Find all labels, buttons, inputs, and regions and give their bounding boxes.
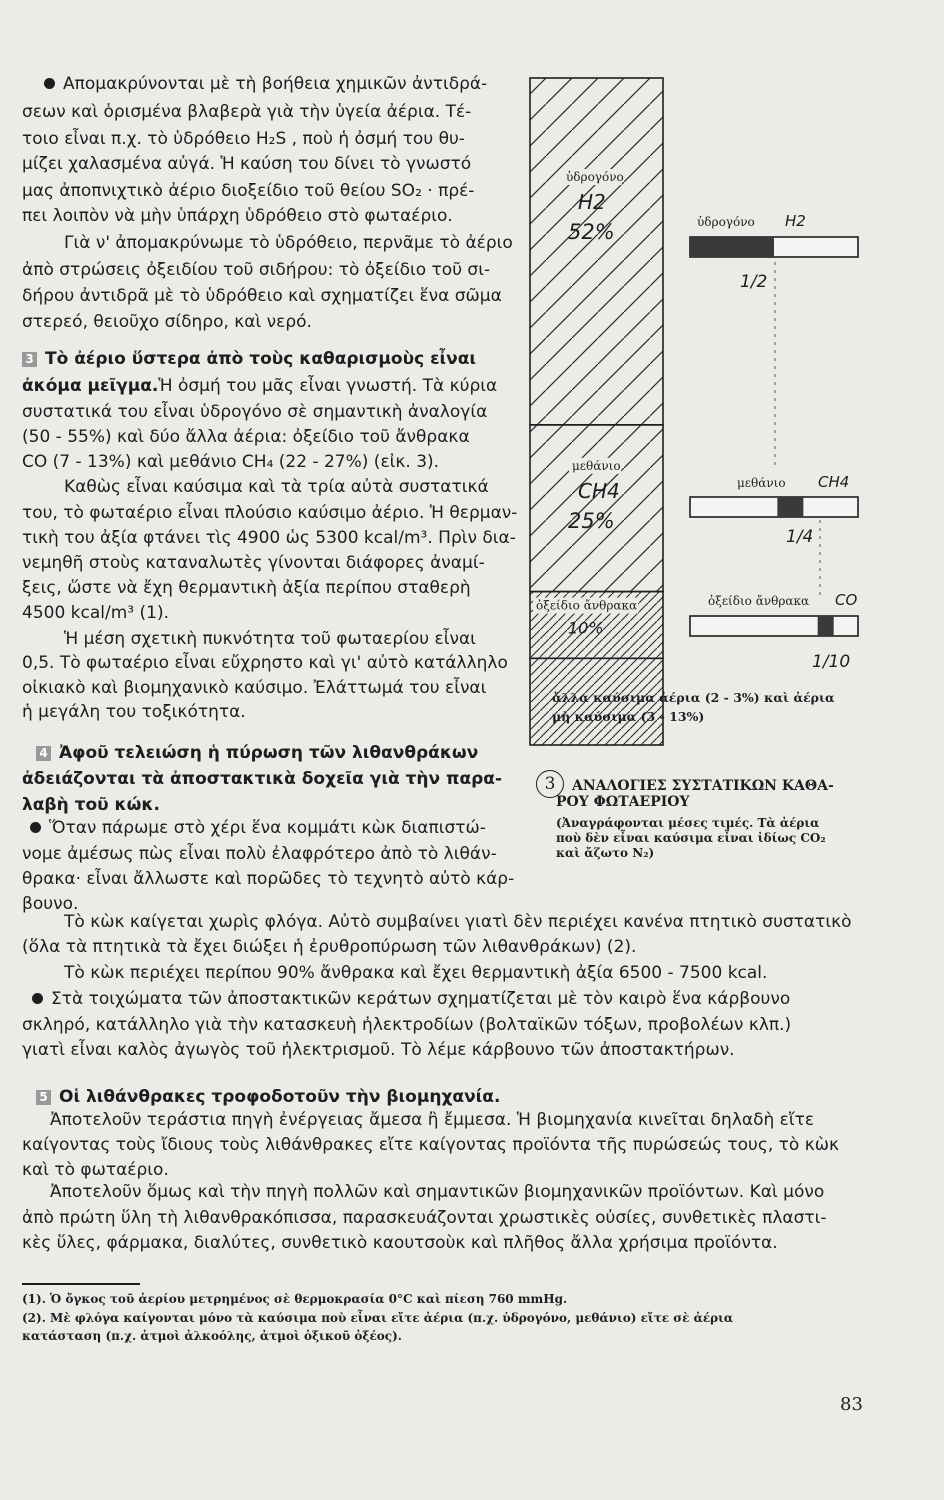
s3-line-5-text: CO (7 - 13%) καὶ μεθάνιο CH₄ (22 - 27%) (εἰκ. 3). xyxy=(22,452,440,472)
s4-heading-2-text: ἀδειάζονται τὰ ἀποστακτικὰ δοχεῖα γιὰ τὴν παρα- xyxy=(22,769,503,789)
fig-caption-note-1: (Ἀναγράφονται μέσες τιμές. Τὰ ἀέρια xyxy=(556,816,820,830)
ratio-label-2: ὀξείδιο ἄνθρακα xyxy=(708,594,810,608)
segment-percent-0: 52% xyxy=(568,220,615,244)
full-line-1-text: (ὅλα τὰ πτητικὰ τὰ ἔχει διώξει ἡ ἐρυθροπύρωση τῶν λιθανθράκων) (2). xyxy=(22,937,637,957)
s5-line-5-text: ἀπὸ πρώτη ὕλη τὴ λιθανθρακόπισσα, παρασκευάζονται χρωστικὲς οὐσίες, συνθετικὲς πλαστι- xyxy=(22,1208,827,1228)
s3-line-6-text: Καθὼς εἶναι καύσιμα καὶ τὰ τρία αὐτὰ συστατικά xyxy=(64,477,489,497)
s5-heading-text: Οἱ λιθάνθρακες τροφοδοτοῦν τὴν βιομηχανία. xyxy=(59,1087,501,1107)
ratio-formula-2: CO xyxy=(835,591,858,609)
s5-line-2-text: καίγοντας τοὺς ἴδιους τοὺς λιθάνθρακες εἴτε καίγοντας προϊόντα τῆς πυρώσεώς τους, τὸ κὼκ xyxy=(22,1135,839,1155)
ratio-formula-1: CH4 xyxy=(818,473,850,491)
footnote-rule xyxy=(22,1283,140,1285)
p1-line-5-text: πει λοιπὸν νὰ μὴν ὑπάρχη ὑδρόθειο στὸ φωταέριο. xyxy=(22,206,453,226)
footnote-3: κατάσταση (π.χ. ἀτμοὶ ἀλκοόλης, ἀτμοὶ ὀξικοῦ ὀξέος). xyxy=(22,1329,402,1343)
footnote-2: (2). Μὲ φλόγα καίγονται μόνο τὰ καύσιμα ποὺ εἶναι εἴτε ἀέρια (π.χ. ὑδρογόνο, μεθάνιο) εἴτε σὲ ἀέρια xyxy=(22,1311,734,1325)
segment-percent-2: 10% xyxy=(568,618,604,638)
full-line-2-text: Τὸ κὼκ περιέχει περίπου 90% ἄνθρακα καὶ ἔχει θερμαντικὴ ἀξία 6500 - 7500 kcal. xyxy=(64,963,768,983)
segment-formula-0: H2 xyxy=(578,190,606,214)
s3-line-7-text: του, τὸ φωταέριο εἶναι πλούσιο καύσιμο ἀέριο. Ἡ θερμαν- xyxy=(22,503,518,523)
s3-line-15-text: ἡ μεγάλη του τοξικότητα. xyxy=(22,702,246,722)
p1-line-8-text: δήρου ἀντιδρᾶ μὲ τὸ ὑδρόθειο καὶ σχηματίζει ἕνα σῶμα xyxy=(22,286,502,306)
section-5-marker: 5 xyxy=(36,1090,51,1105)
page-number: 83 xyxy=(840,1394,863,1415)
p1-line-0-text: Απομακρύνονται μὲ τὴ βοήθεια χημικῶν ἀντιδρά- xyxy=(63,74,488,94)
fig-number: 3 xyxy=(536,770,564,798)
s3-lead: Ἡ ὀσμή του μᾶς εἶναι γνωστή. Τὰ κύρια xyxy=(158,376,498,396)
s4-line-5-text: θρακα· εἶναι ἄλλωστε καὶ πορῶδες τὸ τεχνητὸ αὐτὸ κάρ- xyxy=(22,869,515,889)
ratio-fraction-1: 1/4 xyxy=(786,527,814,547)
p1-line-6-text: Γιὰ ν' ἀπομακρύνωμε τὸ ὑδρόθειο, περνᾶμε τὸ ἀέριο xyxy=(64,233,513,253)
ratio-bar-frame-1 xyxy=(690,497,858,517)
s4-heading-1-text: Ἀφοῦ τελειώση ἡ πύρωση τῶν λιθανθράκων xyxy=(59,743,479,763)
ratio-bar-fill-2 xyxy=(818,616,834,636)
s4-line-3-text: Ὅταν πάρωμε στὸ χέρι ἕνα κομμάτι κὼκ διαπιστώ- xyxy=(49,818,486,838)
p1-line-9-text: στερεό, θειοῦχο σίδηρο, καὶ νερό. xyxy=(22,312,312,332)
s3-line-14-text: οἰκιακὸ καὶ βιομηχανικὸ καύσιμο. Ἐλάττωμά του εἶναι xyxy=(22,678,487,698)
ratio-fraction-2: 1/10 xyxy=(812,652,851,672)
other-gases-label-2: μὴ καύσιμα (3 - 13%) xyxy=(552,709,705,724)
fig-caption-title-2: ΡΟΥ ΦΩΤΑΕΡΙΟΥ xyxy=(556,794,690,810)
s3-heading-2-text: ἀκόμα μεῖγμα. xyxy=(22,376,159,396)
ratio-label-1: μεθάνιο xyxy=(737,476,786,490)
s3-line-4-text: (50 - 55%) καὶ δύο ἄλλα ἀέρια: ὀξείδιο τοῦ ἄνθρακα xyxy=(22,427,470,447)
section-4-marker: 4 xyxy=(36,746,51,761)
s3-line-13-text: 0,5. Τὸ φωταέριο εἶναι εὔχρηστο καὶ γι' αὐτὸ κατάλληλο xyxy=(22,653,508,673)
s3-line-8-text: τικὴ του ἀξία φτάνει τὶς 4900 ὡς 5300 kcal/m³. Πρὶν δια- xyxy=(22,528,516,548)
fig-caption-note-2: ποὺ δὲν εἶναι καύσιμα εἶναι ἰδίως CO₂ xyxy=(556,831,826,845)
p1-line-1-text: σεων καὶ ὁρισμένα βλαβερὰ γιὰ τὴν ὑγεία ἀέρια. Τέ- xyxy=(22,102,472,122)
full-line-4-text: σκληρό, κατάλληλο γιὰ τὴν κατασκευὴ ἠλεκτροδίων (βολταϊκῶν τόξων, προβολέων κλπ.) xyxy=(22,1015,792,1035)
segment-name-2: ὀξείδιο ἄνθρακα xyxy=(536,598,638,613)
s3-line-12-text: Ἡ μέση σχετικὴ πυκνότητα τοῦ φωταερίου εἶναι xyxy=(64,629,476,649)
other-gases-label-1: ἄλλα καύσιμα ἀέρια (2 - 3%) καὶ ἀέρια xyxy=(552,690,835,705)
full-line-0-text: Τὸ κὼκ καίγεται χωρὶς φλόγα. Αὐτὸ συμβαίνει γιατὶ δὲν περιέχει κανένα πτητικὸ συστατικὸ xyxy=(64,912,852,932)
footnote-1: (1). Ὁ ὄγκος τοῦ ἀερίου μετρημένος σὲ θερμοκρασία 0°C καὶ πίεση 760 mmHg. xyxy=(22,1292,568,1306)
p1-line-3-text: μίζει χαλασμένα αὐγά. Ἡ καύση του δίνει τὸ γνωστό xyxy=(22,154,472,174)
p1-line-2-text: τοιο εἶναι π.χ. τὸ ὑδρόθειο H₂S , ποὺ ἡ ὀσμή του θυ- xyxy=(22,129,465,149)
segment-name-1: μεθάνιο xyxy=(572,458,621,473)
p1-line-4-text: μας ἀποπνιχτικὸ ἀέριο διοξείδιο τοῦ θείου SO₂ · πρέ- xyxy=(22,181,475,201)
ratio-bars xyxy=(690,212,858,672)
s4-line-4-text: νομε ἀμέσως πὼς εἶναι πολὺ ἐλαφρότερο ἀπὸ τὸ λιθάν- xyxy=(22,844,497,864)
s4-line-6-text: βουνο. xyxy=(22,894,79,914)
s3-line-9-text: νεμηθῆ στοὺς καταναλωτὲς γίνονται διάφορες ἀναμί- xyxy=(22,553,485,573)
section-3-marker: 3 xyxy=(22,352,37,367)
fig-caption-note-3: καὶ ἄζωτο N₂) xyxy=(556,846,655,860)
p1-line-7-text: ἀπὸ στρώσεις ὀξειδίου τοῦ σιδήρου: τὸ ὀξείδιο τοῦ σι- xyxy=(22,260,491,280)
segment-0 xyxy=(530,78,663,425)
segment-percent-1: 25% xyxy=(568,508,615,533)
ratio-fraction-0: 1/2 xyxy=(740,272,768,292)
segment-name-0: ὑδρογόνο xyxy=(566,170,624,184)
s4-heading-3-text: λαβὴ τοῦ κώκ. xyxy=(22,795,160,815)
s5-line-4-text: Ἀποτελοῦν ὅμως καὶ τὴν πηγὴ πολλῶν καὶ σημαντικῶν βιομηχανικῶν προϊόντων. Καὶ μόνο xyxy=(50,1182,825,1202)
s5-line-3-text: καὶ τὸ φωταέριο. xyxy=(22,1160,169,1180)
s3-heading-1-text: Τὸ ἀέριο ὕστερα ἀπὸ τοὺς καθαρισμοὺς εἶναι xyxy=(45,349,477,369)
ratio-bar-fill-1 xyxy=(777,497,803,517)
s3-line-11-text: 4500 kcal/m³ (1). xyxy=(22,603,169,623)
segment-formula-1: CH4 xyxy=(578,478,620,503)
full-line-3-text: Στὰ τοιχώματα τῶν ἀποστακτικῶν κεράτων σχηματίζεται μὲ τὸν καιρὸ ἕνα κάρβουνο xyxy=(51,989,791,1009)
ratio-label-0: ὑδρογόνο xyxy=(697,215,755,229)
s5-line-1-text: Ἀποτελοῦν τεράστια πηγὴ ἐνέργειας ἄμεσα ἢ ἔμμεσα. Ἡ βιομηχανία κινεῖται δηλαδὴ εἴτε xyxy=(50,1110,815,1130)
s5-line-6-text: κὲς ὕλες, φάρμακα, διαλύτες, συνθετικὸ καουτσοὺκ καὶ πλῆθος ἄλλα χρήσιμα προϊόντα. xyxy=(22,1233,778,1253)
s3-line-10-text: ξεις, ὥστε νὰ ἔχη θερμαντικὴ ἀξία περίπου σταθερὴ xyxy=(22,578,471,598)
s3-line-3-text: συστατικά του εἶναι ὑδρογόνο σὲ σημαντικὴ ἀναλογία xyxy=(22,402,488,422)
ratio-formula-0: H2 xyxy=(785,212,806,230)
ratio-bar-fill-0 xyxy=(690,237,774,257)
fig-caption-title-1: ΑΝΑΛΟΓΙΕΣ ΣΥΣΤΑΤΙΚΩΝ ΚΑΘΑ- xyxy=(572,778,834,794)
full-line-5-text: γιατὶ εἶναι καλὸς ἀγωγὸς τοῦ ἠλεκτρισμοῦ. Τὸ λέμε κάρβουνο τῶν ἀποστακτήρων. xyxy=(22,1040,735,1060)
stacked-bar xyxy=(530,78,663,745)
